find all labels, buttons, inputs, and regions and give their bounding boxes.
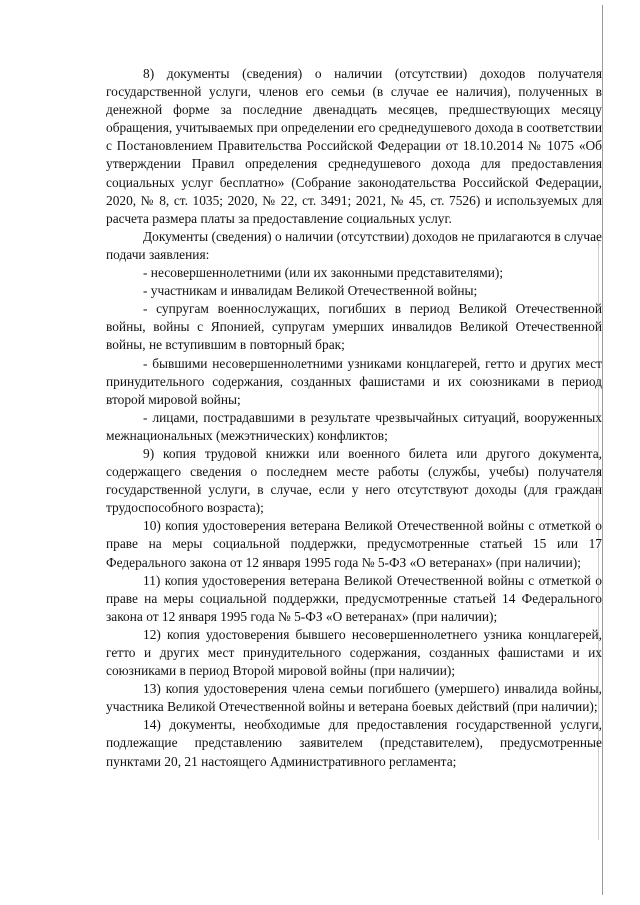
paragraph-item-10: 10) копия удостоверения ветерана Великой Отечественной войны с отметкой о праве на меры социальной поддержки, предусмотренные статьей 15 или 17 Федерального закона от 12 января 1995 года № 5-ФЗ «О ветеранах» (при наличии); [106, 518, 602, 570]
page-edge-line [602, 5, 603, 895]
list-item-spouses: - супругам военнослужащих, погибших в период Великой Отечественной войны, войны с Японией, супругам умерших инвалидов Великой Отечественной войны, не вступившим в повторный брак; [106, 301, 602, 353]
document-body [106, 65, 602, 771]
paragraph-item-12: 12) копия удостоверения бывшего несовершеннолетнего узника концлагерей, гетто и других мест принудительного содержания, созданных фашистами и их союзниками в период Второй мировой войны (при наличии); [106, 626, 602, 679]
paragraph-item-9: 9) копия трудовой книжки или военного билета или другого документа, содержащего сведения о последнем месте работы (службы, учебы) получателя государственной услуги, в случае, если у него отсутствуют доходы (для граждан трудоспособного возраста); [106, 445, 602, 516]
list-item-emergency-victims: - лицами, пострадавшими в результате чрезвычайных ситуаций, вооруженных межнациональных (межэтнических) конфликтов; [106, 409, 602, 443]
paragraph-item-8: 8) документы (сведения) о наличии (отсутствии) доходов получателя государственной услуги, членов его семьи (в случае ее наличия), полученных в денежной форме за последние двенадцать месяцев, предшествующих месяцу обращения, учитываемых при определении его среднедушевого дохода в соответствии с Постановлением Правительства Российской Федерации от 18.10.2014 № 1075 «Об утверждении Правил определения среднедушевого дохода для предоставления социальных услуг бесплатно» (Собрание законодательства Российской Федерации, 2020, № 8, ст. 1035; 2020, № 22, ст. 3491; 2021, № 45, ст. 7526) и используемых для расчета размера платы за предоставление социальных услуг. [106, 66, 602, 226]
list-item-war-veterans: - участникам и инвалидам Великой Отечественной войны; [143, 283, 478, 299]
paragraph-income-exemption-intro: Документы (сведения) о наличии (отсутствии) доходов не прилагаются в случае подачи заявления: [106, 228, 602, 262]
list-item-former-prisoners: - бывшими несовершеннолетними узниками концлагерей, гетто и других мест принудительного содержания, созданных фашистами и их союзниками в период второй мировой войны; [106, 355, 602, 407]
list-item-minors: - несовершеннолетними (или их законными представителями); [143, 265, 504, 281]
paragraph-item-14: 14) документы, необходимые для предоставления государственной услуги, подлежащие представлению заявителем (представителем), предусмотренные пунктами 20, 21 настоящего Административного регламента; [106, 717, 602, 769]
paragraph-item-11: 11) копия удостоверения ветерана Великой Отечественной войны с отметкой о праве на меры социальной поддержки, предусмотренные статьей 14 Федерального закона от 12 января 1995 года № 5-ФЗ «О ветеранах» (при наличии); [106, 572, 602, 624]
paragraph-item-13: 13) копия удостоверения члена семьи погибшего (умершего) инвалида войны, участника Великой Отечественной войны и ветерана боевых действий (при наличии); [106, 681, 602, 715]
